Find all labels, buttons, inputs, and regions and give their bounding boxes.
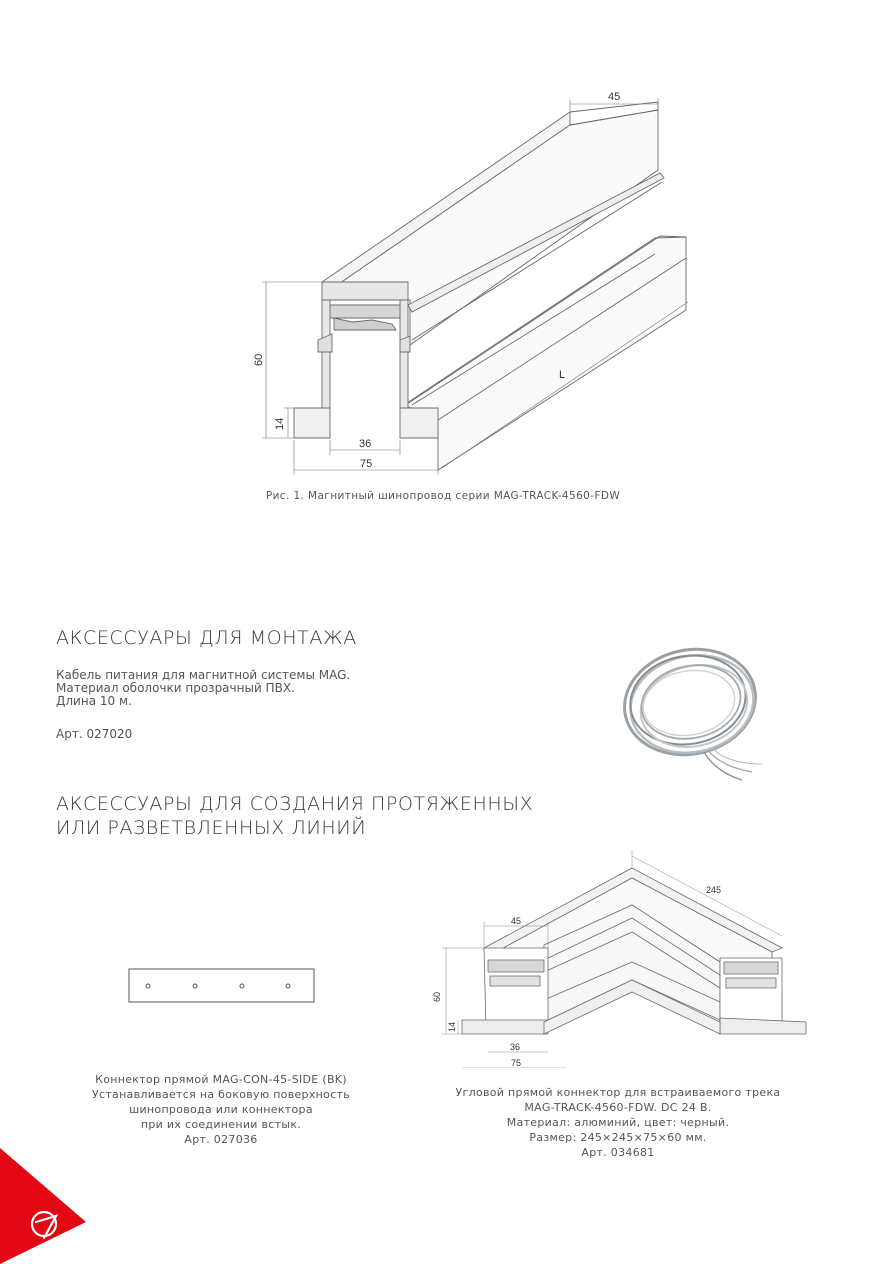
corner-caption-line-4: Размер: 245×245×75×60 мм. bbox=[529, 1131, 707, 1144]
dim-outer: 75 bbox=[360, 458, 373, 470]
cable-desc-line-1: Кабель питания для магнитной системы MAG. bbox=[56, 668, 351, 682]
brand-corner-triangle bbox=[0, 1148, 90, 1264]
corner-caption-line-1: Угловой прямой коннектор для встраиваемого трека bbox=[455, 1086, 781, 1099]
straight-connector-caption bbox=[80, 1072, 362, 1147]
straight-caption-article: Арт. 027036 bbox=[184, 1133, 258, 1146]
cable-desc-line-2: Материал оболочки прозрачный ПВХ. bbox=[56, 681, 295, 695]
dim-inner: 36 bbox=[359, 438, 372, 450]
straight-caption-line-1: Коннектор прямой MAG-CON-45-SIDE (BK) bbox=[95, 1073, 347, 1086]
section-heading-lines-1: АКСЕССУАРЫ ДЛЯ СОЗДАНИЯ ПРОТЯЖЕННЫХ bbox=[56, 793, 534, 815]
track-profile-drawing bbox=[240, 85, 700, 480]
power-cable-coil-image bbox=[612, 632, 772, 788]
cable-article: Арт. 027020 bbox=[56, 727, 133, 741]
straight-caption-line-4: при их соединении встык. bbox=[140, 1118, 302, 1131]
dim-top-width: 45 bbox=[608, 91, 621, 103]
corner-dim-top-width: 45 bbox=[511, 916, 522, 926]
section-heading-mounting: АКСЕССУАРЫ ДЛЯ МОНТАЖА bbox=[56, 627, 357, 649]
corner-caption-line-2: MAG-TRACK-4560-FDW. DC 24 В. bbox=[524, 1101, 712, 1114]
corner-connector-drawing bbox=[430, 848, 810, 1068]
corner-dim-inner: 36 bbox=[510, 1042, 521, 1052]
section-heading-lines bbox=[56, 792, 533, 840]
dim-height: 60 bbox=[253, 353, 265, 366]
corner-connector-caption bbox=[440, 1085, 796, 1160]
figure-caption: Рис. 1. Магнитный шинопровод серии MAG-TRACK-4560-FDW bbox=[265, 490, 621, 502]
corner-dim-flange: 14 bbox=[447, 1021, 457, 1032]
section-heading-lines-2: ИЛИ РАЗВЕТВЛЕННЫХ ЛИНИЙ bbox=[56, 817, 367, 839]
dim-length: L bbox=[559, 369, 566, 381]
corner-caption-line-3: Материал: алюминий, цвет: черный. bbox=[506, 1116, 730, 1129]
straight-connector-drawing bbox=[126, 966, 318, 1006]
corner-dim-length: 245 bbox=[706, 885, 722, 895]
dim-flange: 14 bbox=[274, 417, 286, 430]
cable-description bbox=[56, 669, 350, 708]
corner-caption-article: Арт. 034681 bbox=[581, 1146, 655, 1159]
corner-dim-height: 60 bbox=[432, 991, 442, 1002]
straight-caption-line-2: Устанавливается на боковую поверхность bbox=[91, 1088, 351, 1101]
straight-caption-line-3: шинопровода или коннектора bbox=[129, 1103, 313, 1116]
corner-dim-outer: 75 bbox=[511, 1058, 522, 1068]
cable-desc-line-3: Длина 10 м. bbox=[56, 694, 132, 708]
